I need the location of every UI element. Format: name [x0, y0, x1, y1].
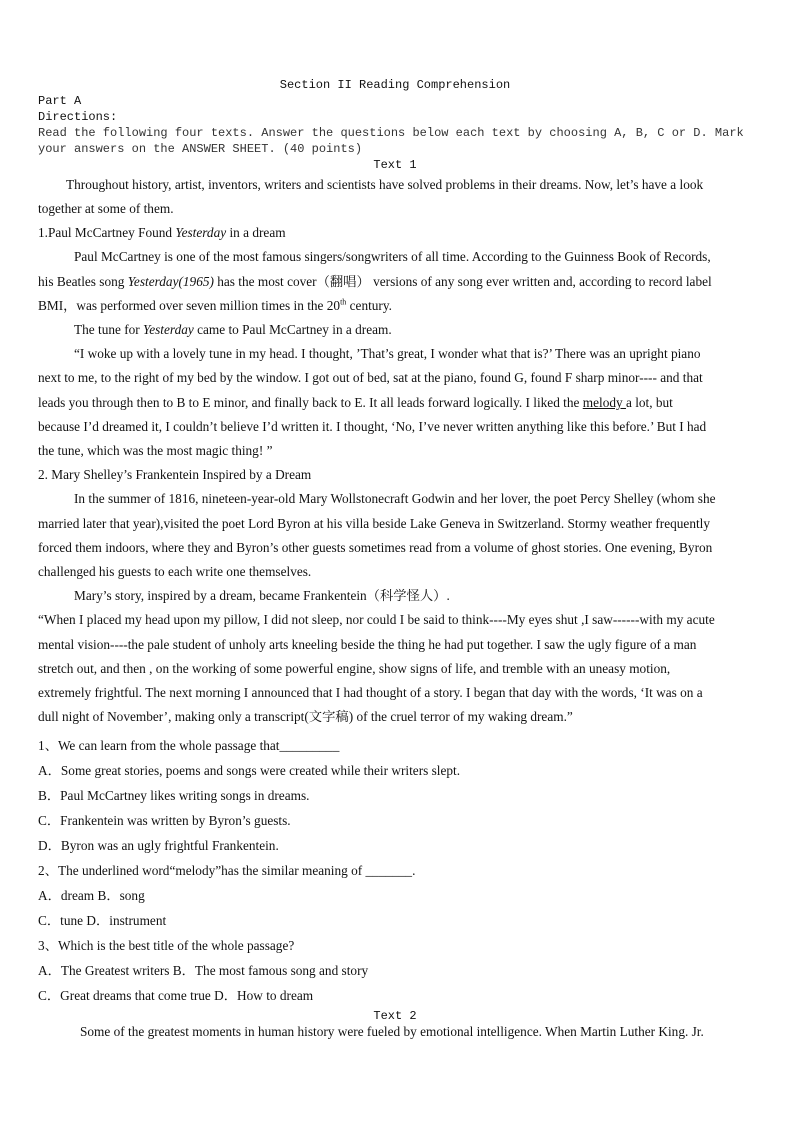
text-run: forced them indoors, where they and Byron’s other guests sometimes read from a volume of ghost stories. One evening, Byron: [38, 539, 713, 555]
paragraph-line: [38, 439, 752, 463]
text-run: 2、The underlined word“melody”has the similar meaning of _______.: [38, 863, 416, 879]
paragraph-line: [38, 342, 752, 366]
text-run: A．The Greatest writers B．The most famous song and story: [38, 963, 369, 979]
text-run: 2. Mary Shelley’s Frankentein Inspired by a Dream: [38, 467, 312, 483]
text-run: the tune, which was the most magic thing! ”: [38, 443, 273, 459]
text-run: Some of the greatest moments in human history were fueled by emotional intelligence. When Martin Luther King. Jr.: [80, 1024, 704, 1040]
paragraph-line: [38, 512, 752, 536]
text-heading: [38, 157, 752, 173]
text-run: came to Paul McCartney in a dream.: [193, 322, 392, 338]
subheading: [38, 221, 752, 245]
text-run: mental vision----the pale student of unholy arts kneeling beside the thing he had put together. I saw the ugly figure of a man: [38, 636, 697, 652]
text-run: Section II Reading Comprehension: [279, 78, 511, 92]
text-run: challenged his guests to each write one themselves.: [38, 564, 312, 580]
text-run: A．dream B．song: [38, 888, 145, 904]
paragraph-line: [38, 177, 752, 193]
paragraph-line: [38, 536, 752, 560]
paragraph-line: [38, 487, 752, 511]
answer-option: [38, 958, 752, 983]
document-page: [38, 77, 752, 1040]
answer-option: [38, 808, 752, 833]
paragraph-line: [38, 608, 752, 632]
text-run: C．Frankentein was written by Byron’s guests.: [38, 813, 291, 829]
text-run: In the summer of 1816, nineteen-year-old Mary Wollstonecraft Godwin and her lover, the poet Percy Shelley (whom she: [74, 491, 716, 507]
answer-option: [38, 883, 752, 908]
paragraph-line: [38, 270, 752, 294]
paragraph-line: [38, 633, 752, 657]
paragraph-line: [38, 366, 752, 390]
italic-text: Yesterday: [175, 225, 227, 241]
text-run: BMI，was performed over seven million times in the 20: [38, 297, 341, 313]
text-run: “When I placed my head upon my pillow, I did not sleep, nor could I be said to think----My eyes shut ,I saw------with my acute: [38, 612, 715, 628]
question: [38, 733, 752, 758]
text-run: The tune for: [74, 322, 144, 338]
text-run: Text 1: [373, 158, 417, 172]
italic-text: Yesterday(1965): [127, 273, 214, 289]
text-run: century.: [346, 297, 392, 313]
text-run: extremely frightful. The next morning I announced that I had thought of a story. I began that day with the words, ‘It was on a: [38, 685, 703, 701]
text-run: married later that year),visited the poet Lord Byron at his villa beside Lake Geneva in Switzerland. Stormy weather frequently: [38, 515, 711, 531]
text-run: D．Byron was an ugly frightful Frankentein.: [38, 838, 279, 854]
italic-text: Yesterday: [143, 322, 194, 338]
text-run: has the most cover（翻唱） versions of any song ever written and, according to record label: [213, 273, 712, 289]
section-title: [38, 77, 752, 93]
question: [38, 933, 752, 958]
paragraph-line: [38, 294, 752, 318]
paragraph-line: [38, 1024, 752, 1040]
answer-option: [38, 758, 752, 783]
directions-text: [38, 141, 752, 157]
subheading: [38, 463, 752, 487]
text-run: next to me, to the right of my bed by the window. I got out of bed, sat at the piano, found G, found F sharp minor---- and that: [38, 370, 703, 386]
text-run: his Beatles song: [38, 273, 128, 289]
text-run: C．tune D．instrument: [38, 913, 167, 929]
superscript: th: [340, 297, 347, 307]
text-run: Mary’s story, inspired by a dream, became Frankentein（科学怪人）.: [74, 588, 450, 604]
answer-option: [38, 983, 752, 1008]
answer-option: [38, 783, 752, 808]
text-run: in a dream: [226, 225, 286, 241]
text-run: leads you through then to B to E minor, and finally back to E. It all leads forward logically. I liked the: [38, 394, 583, 410]
text-run: C．Great dreams that come true D．How to dream: [38, 988, 314, 1004]
answer-option: [38, 833, 752, 858]
text-run: together at some of them.: [38, 201, 174, 216]
directions-text: [38, 125, 752, 141]
text-run: 1、We can learn from the whole passage that_________: [38, 738, 340, 754]
underlined-word: melody: [582, 394, 626, 410]
paragraph-line: [38, 657, 752, 681]
paragraph-line: [38, 705, 752, 729]
text-run: Throughout history, artist, inventors, writers and scientists have solved problems in their dreams. Now, let’s have a look: [66, 177, 704, 192]
text-run: A．Some great stories, poems and songs were created while their writers slept.: [38, 763, 461, 779]
text-run: stretch out, and then , on the working of some powerful engine, show signs of life, and tremble with an uneasy motion,: [38, 660, 671, 676]
text-run: Paul McCartney is one of the most famous singers/songwriters of all time. According to the Guinness Book of Records,: [74, 249, 711, 265]
paragraph-line: [38, 584, 752, 608]
part-heading: [38, 93, 752, 109]
text-run: Directions:: [38, 110, 118, 124]
directions-heading: [38, 109, 752, 125]
paragraph-line: [38, 318, 752, 342]
text-run: because I’d dreamed it, I couldn’t believe I’d written it. I thought, ‘No, I’ve never written anything like this before.’ But I had: [38, 418, 707, 434]
paragraph-line: [38, 415, 752, 439]
text-run: dull night of November’, making only a transcript(文字稿) of the cruel terror of my waking dream.”: [38, 709, 573, 725]
paragraph-line: [38, 391, 752, 415]
text-run: 1.Paul McCartney Found: [38, 225, 176, 241]
text-run: Text 2: [373, 1009, 417, 1024]
text-run: your answers on the ANSWER SHEET. (40 points): [38, 142, 363, 156]
text-run: Part A: [38, 94, 82, 108]
paragraph-line: [38, 197, 752, 221]
paragraph-line: [38, 245, 752, 269]
text-run: Read the following four texts. Answer the questions below each text by choosing A, B, C or D. Mark: [38, 126, 744, 140]
text-run: B．Paul McCartney likes writing songs in dreams.: [38, 788, 310, 804]
text-run: a lot, but: [625, 394, 673, 410]
text-heading: [38, 1008, 752, 1024]
paragraph-line: [38, 560, 752, 584]
answer-option: [38, 908, 752, 933]
text-run: “I woke up with a lovely tune in my head. I thought, ’That’s great, I wonder what that is?’ There was an upright piano: [74, 346, 701, 362]
text-run: 3、Which is the best title of the whole passage?: [38, 938, 295, 954]
paragraph-line: [38, 681, 752, 705]
question: [38, 858, 752, 883]
